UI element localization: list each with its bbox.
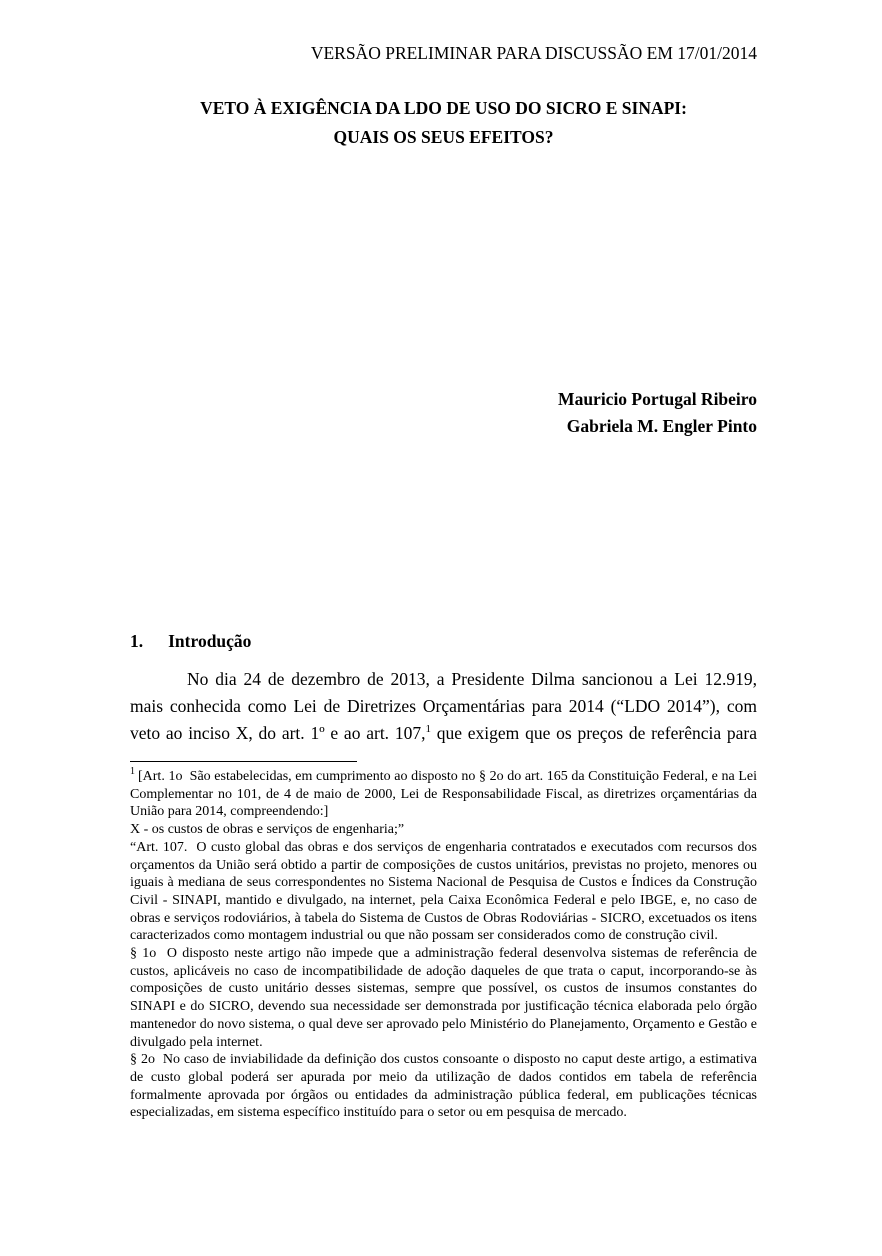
- intro-paragraph: [130, 666, 757, 748]
- footnote-paragraph: § 1o O disposto neste artigo não impede que a administração federal desenvolva sistemas de referência de custos, aplicáveis no caso de incompatibilidade de adoção daqueles de que trata o caput, incorporando-se às composições de custo unitário desses sistemas, sempre que possível, os custos de insumos constantes do SINAPI e do SICRO, devendo sua necessidade ser demonstrada por justificação técnica elaborada pelo órgão mantenedor do novo sistema, o qual deve ser aprovado pelo Ministério do Planejamento, Orçamento e Gestão e divulgado pela internet.: [130, 946, 761, 1050]
- footnote-block: [130, 766, 761, 1122]
- author-name: Mauricio Portugal Ribeiro: [558, 389, 757, 409]
- footnote-text: [Art. 1o São estabelecidas, em cumprimento ao disposto no § 2o do art. 165 da Constituição Federal, e na Lei Complementar no 101, de 4 de maio de 2000, Lei de Responsabilidade Fiscal, as diretrizes orçamentárias da União para 2014, compreendendo:]: [130, 769, 761, 820]
- footnote-marker: 1: [130, 766, 135, 778]
- footnote-separator-rule: [130, 761, 357, 762]
- section-title: Introdução: [168, 631, 252, 651]
- footnote-paragraph: [130, 766, 761, 821]
- footnote-paragraph: § 2o No caso de inviabilidade da definição dos custos consoante o disposto no caput deste artigo, a estimativa de custo global poderá ser apurada por meio da utilização de dados contidos em tabela de referência formalmente aprovada por órgãos ou entidades da administração pública federal, em publicações técnicas especializadas, em sistema específico instituído para o setor ou em pesquisa de mercado.: [130, 1052, 761, 1121]
- section-heading-introduction: [130, 630, 251, 652]
- footnote-paragraph: X - os custos de obras e serviços de engenharia;”: [130, 822, 405, 838]
- footnote-paragraph: “Art. 107. O custo global das obras e dos serviços de engenharia contratados e executados com recursos dos orçamentos da União será obtido a partir de composições de custos unitários, previstas no projeto, menores ou iguais à mediana de seus correspondentes no Sistema Nacional de Pesquisa de Custos e Índices da Construção Civil - SINAPI, mantido e divulgado, na internet, pela Caixa Econômica Federal e pelo IBGE, e, no caso de obras e serviços rodoviários, à tabela do Sistema de Custos de Obras Rodoviárias - SICRO, excetuados os itens caracterizados como montagem industrial ou que não possam ser considerados como de construção civil.: [130, 839, 761, 944]
- footnote-reference: 1: [425, 723, 431, 736]
- intro-paragraph-text: No dia 24 de dezembro de 2013, a Presidente Dilma sancionou a Lei 12.919, mais conhecida como Lei de Diretrizes Orçamentárias para 2014 (“LDO 2014”), com veto ao inciso X, do art. 1º e ao art. 107,: [130, 669, 757, 743]
- document-title-line1: VETO À EXIGÊNCIA DA LDO DE USO DO SICRO E SINAPI:: [200, 98, 687, 118]
- author-block: [130, 386, 757, 440]
- section-number: 1.: [130, 631, 144, 651]
- version-note: VERSÃO PRELIMINAR PARA DISCUSSÃO EM 17/01/2014: [310, 43, 757, 63]
- intro-paragraph-text-continued: que exigem que os preços de referência para: [430, 723, 757, 743]
- document-title-line2: QUAIS OS SEUS EFEITOS?: [333, 127, 554, 147]
- document-title: [130, 94, 757, 152]
- author-name: Gabriela M. Engler Pinto: [566, 416, 757, 436]
